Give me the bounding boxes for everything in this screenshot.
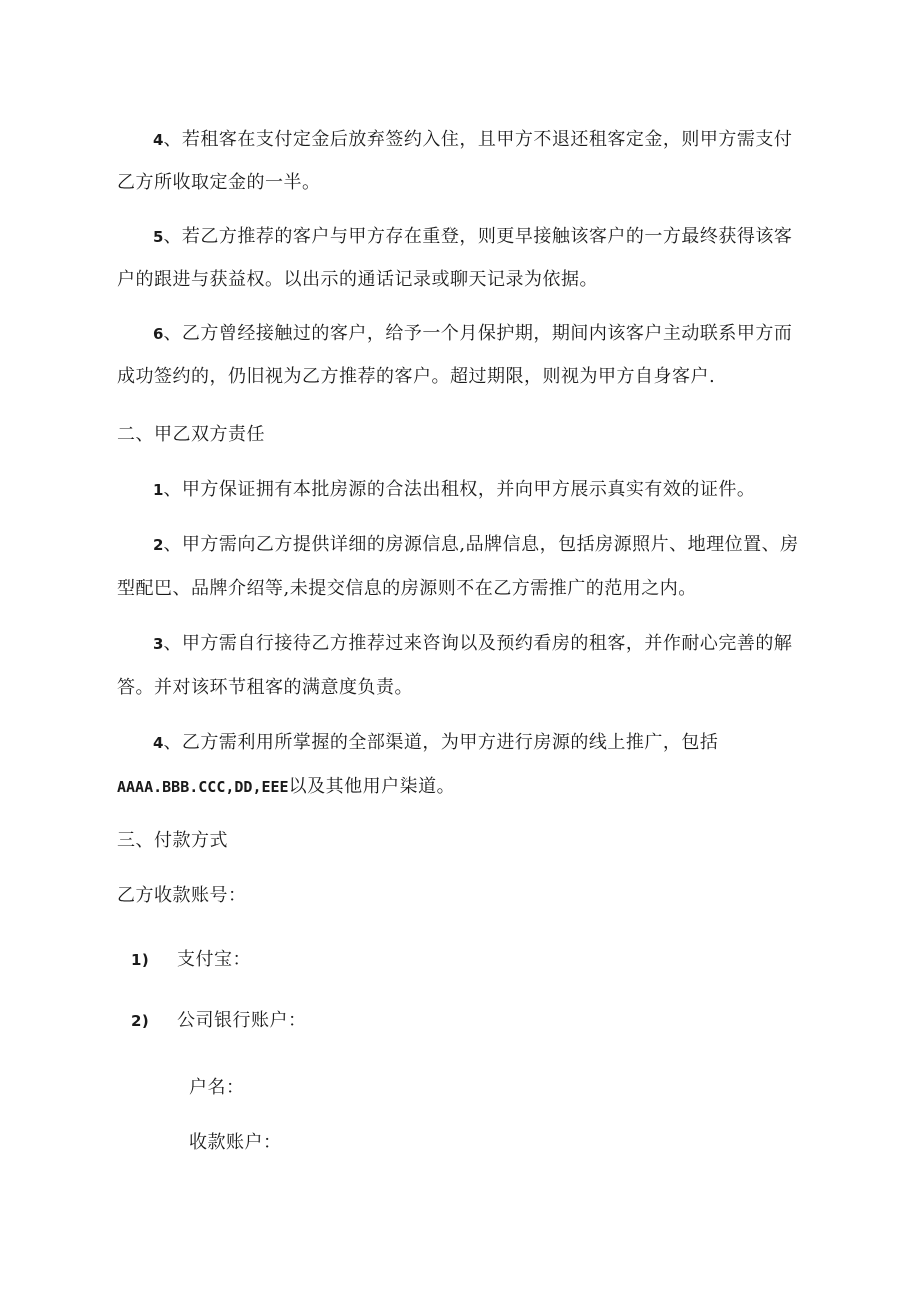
- clause-number: 4: [153, 131, 164, 149]
- list-number: 2): [131, 1012, 150, 1030]
- list-number: 1): [131, 951, 150, 969]
- clause-5-line-2: 户的跟进与获益权。以出示的通话记录或聊天记录为依据。: [117, 269, 598, 290]
- payment-item-alipay: [131, 948, 251, 972]
- clause-5-line-1: [153, 225, 792, 249]
- clause-number: 3: [153, 635, 164, 653]
- clause-number: 4: [153, 734, 164, 752]
- clause-text: 、甲方需自行接待乙方推荐过来咨询以及预约看房的租客，并作耐心完善的解: [163, 633, 793, 654]
- clause-4-line-1: [153, 128, 792, 152]
- clause-text: 、甲方保证拥有本批房源的合法出租权，并向甲方展示真实有效的证件。: [163, 479, 756, 500]
- responsibility-3-line-2: 答。并对该环节租客的满意度负责。: [117, 677, 413, 698]
- channel-list: AAAA.BBB.CCC,DD,EEE: [117, 778, 289, 796]
- clause-text: 、乙方曾经接触过的客户，给予一个月保护期，期间内该客户主动联系甲方而: [163, 323, 793, 344]
- payment-label: 支付宝：: [177, 949, 251, 970]
- clause-number: 6: [153, 325, 164, 343]
- payee-account-label: 乙方收款账号：: [117, 885, 247, 906]
- payment-item-bank: [131, 1009, 307, 1033]
- section-2-heading: 二、甲乙双方责任: [117, 424, 265, 445]
- section-3-heading: 三、付款方式: [117, 830, 228, 851]
- responsibility-3-line-1: [153, 632, 792, 656]
- responsibility-1-line-1: [153, 478, 755, 502]
- responsibility-2-line-1: [153, 533, 799, 557]
- responsibility-4-line-1: [153, 731, 718, 755]
- clause-text: 、若租客在支付定金后放弃签约入住，且甲方不退还租客定金，则甲方需支付: [163, 129, 793, 150]
- clause-text: 以及其他用户柒道。: [288, 776, 456, 797]
- responsibility-4-line-2: [117, 775, 455, 799]
- payment-label: 公司银行账户：: [177, 1010, 307, 1031]
- bank-account-name-label: 户名：: [189, 1077, 245, 1098]
- clause-text: 、甲方需向乙方提供详细的房源信息,品牌信息，包括房源照片、地理位置、房: [163, 534, 799, 555]
- bank-account-number-label: 收款账户：: [189, 1132, 282, 1153]
- clause-number: 5: [153, 228, 164, 246]
- clause-text: 、乙方需利用所掌握的全部渠道，为甲方进行房源的线上推广，包括: [163, 732, 719, 753]
- clause-4-line-2: 乙方所收取定金的一半。: [117, 172, 321, 193]
- clause-text: 、若乙方推荐的客户与甲方存在重登，则更早接触该客户的一方最终获得该客: [163, 226, 793, 247]
- clause-6-line-2: 成功签约的，仍旧视为乙方推荐的客户。超过期限，则视为甲方自身客户.: [117, 366, 716, 387]
- clause-number: 2: [153, 536, 164, 554]
- clause-number: 1: [153, 481, 164, 499]
- responsibility-2-line-2: 型配巴、品牌介绍等,未提交信息的房源则不在乙方需推广的范用之内。: [117, 578, 697, 599]
- clause-6-line-1: [153, 322, 792, 346]
